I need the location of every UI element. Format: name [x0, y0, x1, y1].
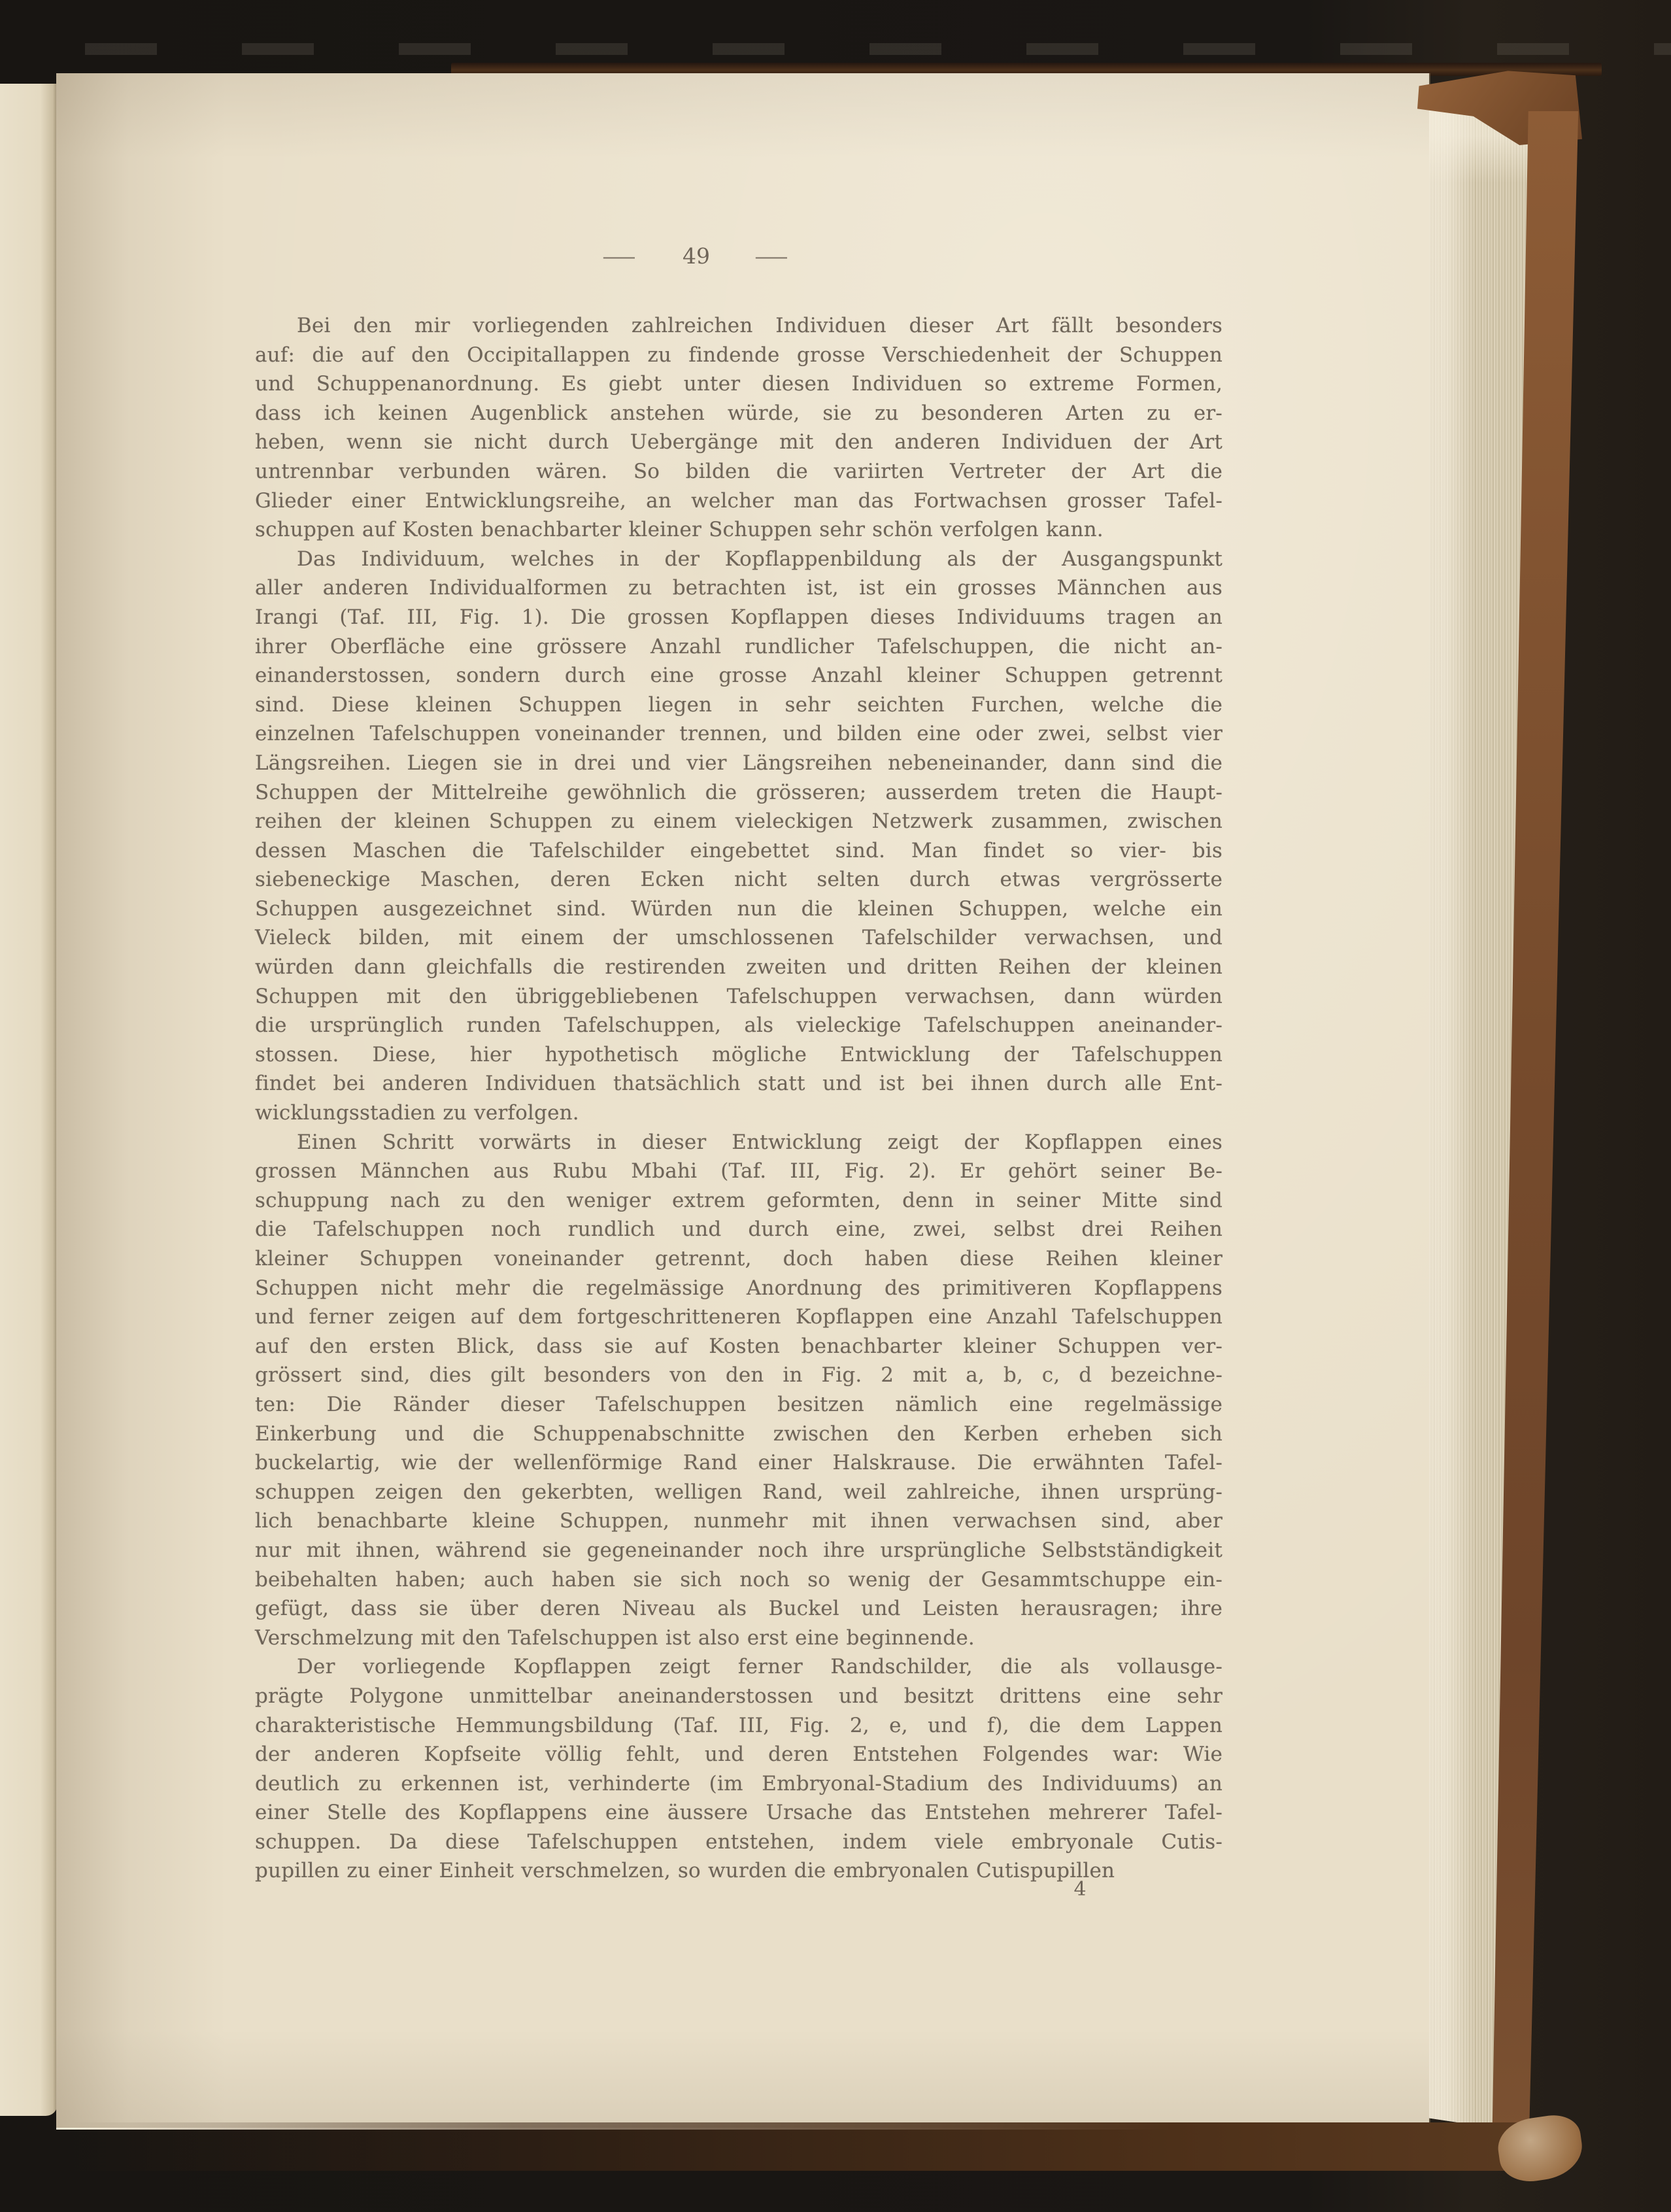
text-line: nur mit ihnen, während sie gegeneinander noch ihre ursprüngliche Selbstständigkeit: [255, 1538, 1223, 1562]
text-line: schuppen auf Kosten benachbarter kleiner Schuppen sehr schön verfolgen kann.: [255, 518, 1104, 542]
text-line: ihrer Oberfläche eine grössere Anzahl rundlicher Tafelschuppen, die nicht an-: [255, 634, 1223, 658]
binding-stitch-marks: [0, 43, 1671, 55]
text-line: stossen. Diese, hier hypothetisch mögliche Entwicklung der Tafelschuppen: [255, 1042, 1223, 1066]
text-line: auf: die auf den Occipitallappen zu findende grosse Verschiedenheit der Schuppen: [255, 343, 1223, 367]
text-line: Schuppen der Mittelreihe gewöhnlich die grösseren; ausserdem treten die Haupt-: [255, 780, 1223, 804]
text-line: charakteristische Hemmungsbildung (Taf. III, Fig. 2, e, und f), die dem Lappen: [255, 1713, 1223, 1737]
text-line: würden dann gleichfalls die restirenden zweiten und dritten Reihen der kleinen: [255, 955, 1223, 979]
page-number-header: [255, 241, 1138, 271]
text-line: gefügt, dass sie über deren Niveau als Buckel und Leisten herausragen; ihre: [255, 1597, 1223, 1621]
text-line: wicklungsstadien zu verfolgen.: [255, 1101, 579, 1125]
text-line: beibehalten haben; auch haben sie sich noch so wenig der Gesammtschuppe ein-: [255, 1567, 1223, 1591]
text-line: Längsreihen. Liegen sie in drei und vier Längsreihen nebeneinander, dann sind die: [255, 751, 1223, 775]
paragraph: [255, 545, 1223, 1128]
text-line: Der vorliegende Kopflappen zeigt ferner Randschilder, die als vollausge-: [297, 1655, 1223, 1679]
text-line: heben, wenn sie nicht durch Uebergänge mit den anderen Individuen der Art: [255, 430, 1223, 454]
text-line: Einen Schritt vorwärts in dieser Entwicklung zeigt der Kopflappen eines: [297, 1130, 1223, 1154]
text-line: deutlich zu erkennen ist, verhinderte (im Embryonal-Stadium des Individuums) an: [255, 1771, 1223, 1795]
text-line: Schuppen nicht mehr die regelmässige Anordnung des primitiveren Kopflappens: [255, 1276, 1223, 1300]
text-line: buckelartig, wie der wellenförmige Rand einer Halskrause. Die erwähnten Tafel-: [255, 1451, 1223, 1475]
text-line: einanderstossen, sondern durch eine grosse Anzahl kleiner Schuppen getrennt: [255, 664, 1223, 688]
paragraph: [255, 1128, 1223, 1653]
text-line: Irangi (Taf. III, Fig. 1). Die grossen Kopflappen dieses Individuums tragen an: [255, 605, 1223, 629]
cover-bottom-edge: [72, 2122, 1540, 2171]
text-line: Einkerbung und die Schuppenabschnitte zwischen den Kerben erheben sich: [255, 1421, 1223, 1446]
text-line: grossen Männchen aus Rubu Mbahi (Taf. III, Fig. 2). Er gehört seiner Be-: [255, 1159, 1223, 1183]
text-line: aller anderen Individualformen zu betrachten ist, ist ein grosses Männchen aus: [255, 576, 1223, 600]
paragraph: [255, 1652, 1223, 1886]
text-line: einzelnen Tafelschuppen voneinander trennen, und bilden eine oder zwei, selbst vier: [255, 722, 1223, 746]
text-line: die ursprünglich runden Tafelschuppen, als vieleckige Tafelschuppen aneinander-: [255, 1013, 1223, 1038]
text-line: dass ich keinen Augenblick anstehen würde, sie zu besonderen Arten zu er-: [255, 401, 1223, 425]
page-number: 49: [683, 243, 710, 269]
text-line: siebeneckige Maschen, deren Ecken nicht selten durch etwas vergrösserte: [255, 868, 1223, 892]
previous-page-edge: [0, 84, 58, 2116]
text-line: ten: Die Ränder dieser Tafelschuppen besitzen nämlich eine regelmässige: [255, 1392, 1223, 1416]
text-line: der anderen Kopfseite völlig fehlt, und deren Entstehen Folgendes war: Wie: [255, 1743, 1223, 1767]
text-line: sind. Diese kleinen Schuppen liegen in sehr seichten Furchen, welche die: [255, 692, 1223, 717]
text-line: und ferner zeigen auf dem fortgeschritteneren Kopflappen eine Anzahl Tafelschuppen: [255, 1305, 1223, 1329]
text-line: schuppen. Da diese Tafelschuppen entstehen, indem viele embryonale Cutis-: [255, 1829, 1223, 1854]
text-line: schuppung nach zu den weniger extrem geformten, denn in seiner Mitte sind: [255, 1188, 1223, 1212]
text-line: Verschmelzung mit den Tafelschuppen ist also erst eine beginnende.: [255, 1625, 975, 1650]
text-line: Bei den mir vorliegenden zahlreichen Individuen dieser Art fällt besonders: [297, 314, 1223, 337]
text-line: findet bei anderen Individuen thatsächlich statt und ist bei ihnen durch alle Ent-: [255, 1072, 1223, 1096]
header-right-rule: —: [754, 243, 791, 269]
text-line: reihen der kleinen Schuppen zu einem vieleckigen Netzwerk zusammen, zwischen: [255, 809, 1223, 834]
text-line: schuppen zeigen den gekerbten, welligen Rand, weil zahlreiche, ihnen ursprüng-: [255, 1480, 1223, 1504]
text-line: auf den ersten Blick, dass sie auf Kosten benachbarter kleiner Schuppen ver-: [255, 1334, 1223, 1358]
text-line: lich benachbarte kleine Schuppen, nunmehr mit ihnen verwachsen sind, aber: [255, 1509, 1223, 1533]
text-line: Vieleck bilden, mit einem der umschlossenen Tafelschilder verwachsen, und: [255, 926, 1223, 950]
text-block: [255, 311, 1223, 1886]
header-left-rule: —: [601, 243, 639, 269]
signature-mark: 4: [1073, 1878, 1087, 1901]
text-line: Schuppen ausgezeichnet sind. Würden nun die kleinen Schuppen, welche ein: [255, 896, 1223, 921]
text-line: kleiner Schuppen voneinander getrennt, doch haben diese Reihen kleiner: [255, 1247, 1223, 1270]
text-line: und Schuppenanordnung. Es giebt unter diesen Individuen so extreme Formen,: [255, 372, 1223, 396]
text-line: dessen Maschen die Tafelschilder eingebettet sind. Man findet so vier- bis: [255, 838, 1223, 862]
text-line: untrennbar verbunden wären. So bilden die variirten Vertreter der Art die: [255, 459, 1223, 483]
text-line: die Tafelschuppen noch rundlich und durch eine, zwei, selbst drei Reihen: [255, 1217, 1223, 1242]
text-line: grössert sind, dies gilt besonders von den in Fig. 2 mit a, b, c, d bezeichne-: [255, 1363, 1223, 1387]
text-line: Glieder einer Entwicklungsreihe, an welcher man das Fortwachsen grosser Tafel-: [255, 488, 1223, 513]
text-line: einer Stelle des Kopflappens eine äussere Ursache das Entstehen mehrerer Tafel-: [255, 1801, 1223, 1825]
text-line: Das Individuum, welches in der Kopflappenbildung als der Ausgangspunkt: [297, 547, 1223, 571]
paragraph: [255, 311, 1223, 545]
text-line: pupillen zu einer Einheit verschmelzen, so wurden die embryonalen Cutispupillen: [255, 1859, 1115, 1883]
text-line: Schuppen mit den übriggebliebenen Tafelschuppen verwachsen, dann würden: [255, 984, 1223, 1008]
text-line: prägte Polygone unmittelbar aneinanderstossen und besitzt drittens eine sehr: [255, 1684, 1223, 1708]
